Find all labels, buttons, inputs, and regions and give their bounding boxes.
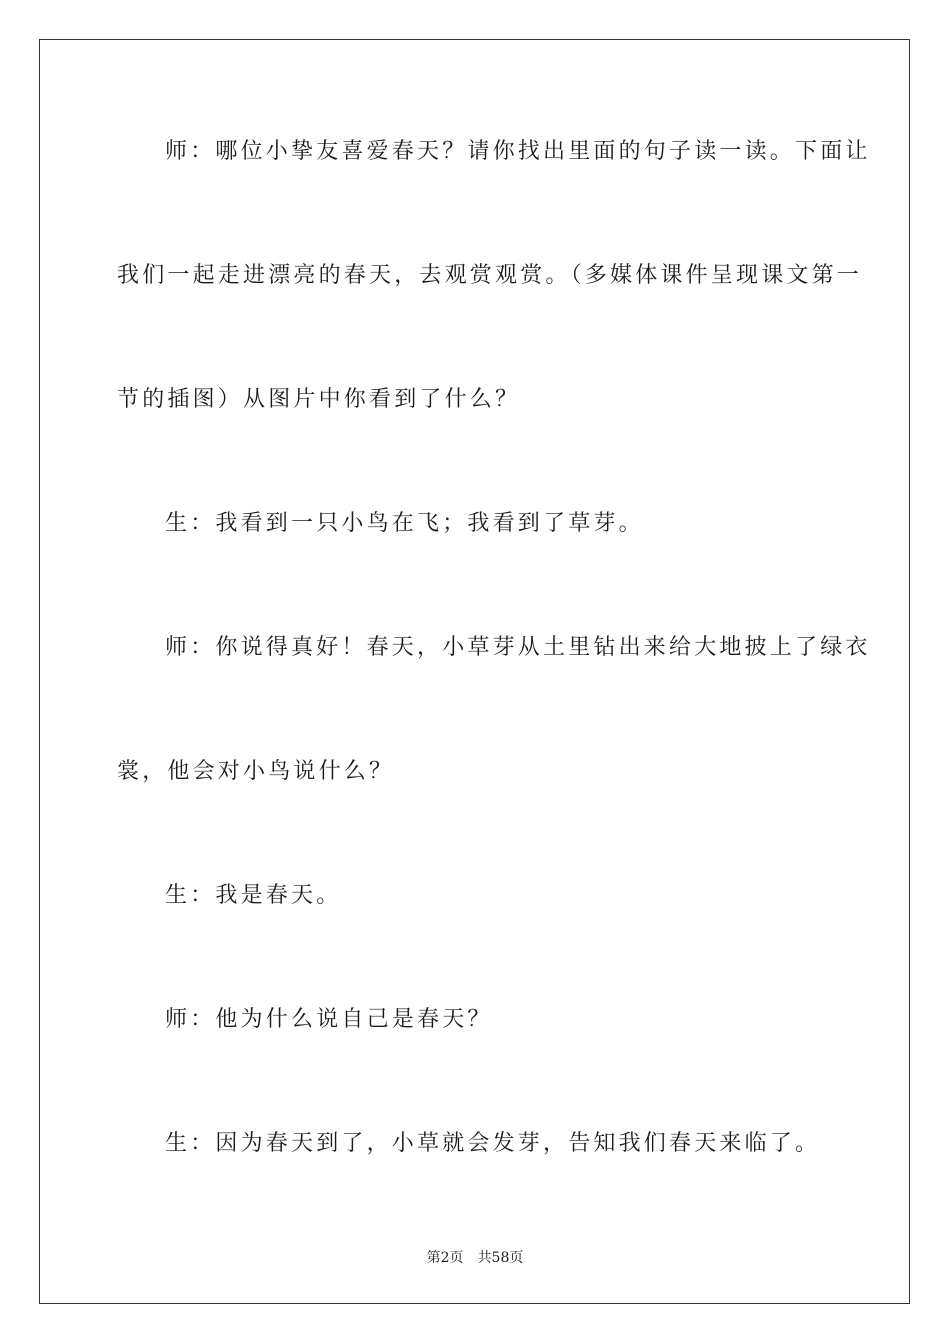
text-line: 生：我是春天。 xyxy=(165,883,342,908)
text-line: 师：哪位小挚友喜爱春天？请你找出里面的句子读一读。下面让 xyxy=(165,139,871,164)
paragraph-student-answer-1 xyxy=(117,462,833,586)
page-footer xyxy=(0,1247,950,1267)
text-line: 我们一起走进漂亮的春天，去观赏观赏。（多媒体课件呈现课文第一 xyxy=(117,263,863,288)
paragraph-student-answer-2 xyxy=(117,834,833,958)
text-line: 生：我看到一只小鸟在飞；我看到了草芽。 xyxy=(165,511,644,536)
page-total: 共58页 xyxy=(477,1250,524,1266)
text-line: 裳，他会对小鸟说什么？ xyxy=(117,759,395,784)
page-number: 第2页 xyxy=(426,1250,464,1266)
paragraph-teacher-question-3 xyxy=(117,958,833,1082)
paragraph-teacher-question-2 xyxy=(117,586,871,834)
text-line: 节的插图）从图片中你看到了什么？ xyxy=(117,387,521,412)
text-line: 师：你说得真好！春天，小草芽从土里钻出来给大地披上了绿衣 xyxy=(165,635,871,660)
paragraph-student-answer-3 xyxy=(117,1082,833,1206)
text-line: 师：他为什么说自己是春天？ xyxy=(165,1007,493,1032)
text-line: 生：因为春天到了，小草就会发芽，告知我们春天来临了。 xyxy=(165,1131,821,1156)
paragraph-teacher-question-1 xyxy=(117,90,871,462)
